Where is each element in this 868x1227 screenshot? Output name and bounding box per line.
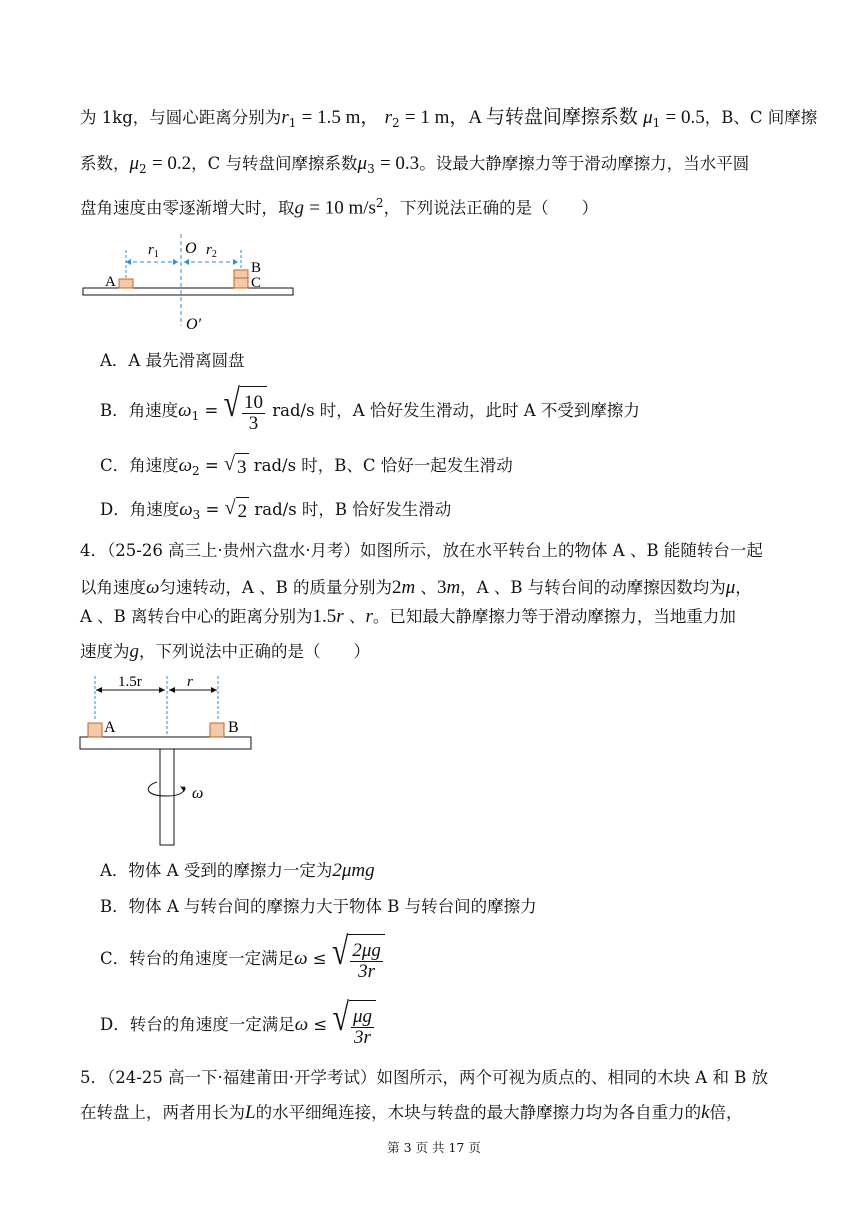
q4-text: 速度为 [80,642,130,661]
sqrt-expression: √ 2 [224,497,248,522]
option-text: D．转台的角速度一定满足 [100,1015,295,1034]
arrow-head [126,259,131,265]
q3-option-d: D．角速度$\omega_3$ = √ 2 rad/s 时，B 恰好发生滑动 [100,497,452,522]
q4-line-2: 以角速度ω匀速转动，A 、B 的质量分别为2m 、3m，A 、B 与转台间的动摩擦因数均为μ， [80,577,752,598]
option-text: rad/s 时，A 恰好发生滑动，此时 A 不受到摩擦力 [272,401,640,420]
mu2-value: = 0.2 [151,153,192,174]
q3-text: ，C 与转盘间摩擦系数 [191,154,358,173]
r2-value: = 1 m，A 与转盘间摩擦系数 [404,107,638,128]
q4-text: 匀速转动，A 、B 的质量分别为 [159,578,392,597]
g-value: = 10 m/s [309,197,376,219]
option-text: D．角速度 [100,500,180,519]
option-text: rad/s 时，B 恰好发生滑动 [254,500,452,519]
arrow-head [159,687,165,693]
label-a: A [105,274,116,290]
page-footer: 第 3 页 共 17 页 [387,1140,481,1155]
friction-value: 2μmg [332,860,375,881]
q4-figure [76,670,261,848]
q4-option-d: D．转台的角速度一定满足ω ≤ √ $\frac{\mu g}{3r}$ [100,1000,376,1051]
sqrt-expression: √ $\frac{2\mu g}{3r}$ [332,934,385,985]
mu3-value: = 0.3 [379,153,420,174]
label-a: A [104,719,116,736]
mu1-value: = 0.5 [665,107,705,128]
label-r1: $r_1$ [148,242,159,260]
q3-text: 。设最大静摩擦力等于滑动摩擦力，当水平圆 [419,154,750,173]
block-b [234,270,248,278]
arrow-head [184,259,189,265]
q3-text: ，B、C 间摩擦 [704,108,818,127]
q3-line-3: 盘角速度由零逐渐增大时，取g = 10 $m/s^2$，下列说法正确的是（ ） [80,196,599,219]
q3-option-a: A．A 最先滑离圆盘 [100,351,245,370]
q3-text: 盘角速度由零逐渐增大时，取 [80,198,295,218]
label-right-dist: r [187,674,193,690]
label-r2: $r_2$ [206,242,217,260]
q4-line-4: 速度为g，下列说法中正确的是（ ） [80,641,370,662]
q3-line-2: 系数，$\mu_2 = 0.2$，C 与转盘间摩擦系数$\mu_3 = 0.3$。设最大静摩擦力等于滑动摩擦力，当水平圆 [80,153,750,176]
sqrt-expression: √ $\frac{\mu g}{3r}$ [332,1000,376,1051]
q3-figure [78,228,308,338]
label-b: B [251,260,262,276]
q4-text: A 、B 离转台中心的距离分别为 [80,607,313,626]
arrow-head [233,259,238,265]
option-text: B．角速度 [100,401,179,420]
label-b: B [228,719,239,736]
sqrt-value: 3 [235,453,249,480]
turntable-platform [80,737,251,749]
label-left-dist: 1.5r [118,674,142,690]
label-c: C [251,275,262,291]
frac-top: μg [352,1006,372,1027]
q5-text: 的水平细绳连接，木块与转盘的最大静摩擦力均为各自重力的 [255,1103,702,1122]
r1-value: = 1.5 m， [301,107,380,128]
label-omega: ω [192,785,204,802]
q4-text: ，下列说法中正确的是（ ） [139,642,370,661]
q5-text: 倍， [709,1103,743,1122]
block-a [88,723,102,737]
arrow-head [211,687,217,693]
q4-text: ，A 、B 与转台间的动摩擦因数均为 [460,578,726,597]
q4-text: 。已知最大静摩擦力等于滑动摩擦力，当地重力加 [372,607,736,626]
sqrt-expression: √ 3 [224,453,247,478]
label-o: O [185,240,197,257]
sqrt-value: 2 [236,497,250,524]
q3-line-1: 为 1kg，与圆心距离分别为$r_1 = 1.5$ m， $r_2 = 1$ m，A 与转盘间摩擦系数 $\mu_1 = 0.5$，B、C 间摩擦 [80,107,818,130]
label-o-prime: O′ [186,316,202,333]
frac-top: 10 [244,392,263,413]
q4-option-c: C．转台的角速度一定满足ω ≤ √ $\frac{2\mu g}{3r}$ [100,934,385,985]
option-text: C．转台的角速度一定满足 [100,949,295,968]
block-a [119,279,133,288]
q3-text: ，下列说法正确的是（ ） [383,198,599,218]
q4-text: 以角速度 [80,578,146,597]
q3-option-c: C．角速度$\omega_2$ = √ 3 rad/s 时，B、C 恰好一起发生滑动 [100,453,513,478]
frac-top: 2μg [352,940,381,961]
sqrt-expression: √ $\frac{10}{3}$ [224,386,267,437]
arrow-head [96,687,102,693]
q3-text: 系数， [80,154,130,173]
arrow-head [169,687,175,693]
frac-bottom: 3r [358,961,376,982]
q4-option-a [100,859,375,883]
q5-line-1: 5．（24-25 高一下·福建莆田·开学考试）如图所示，两个可视为质点的、相同的木块 A 和 B 放 [80,1068,769,1087]
option-text: rad/s 时，B、C 恰好一起发生滑动 [253,456,513,475]
option-text: C．角速度 [100,456,179,475]
q5-text: 在转盘上，两者用长为 [80,1103,245,1122]
block-c [234,278,248,288]
q4-line-3: A 、B 离转台中心的距离分别为1.5r 、r。已知最大静摩擦力等于滑动摩擦力，当地重力加 [80,606,736,627]
block-b [210,723,224,737]
turntable-shaft [160,749,174,845]
q4-line-1: 4．（25-26 高三上·贵州六盘水·月考）如图所示，放在水平转台上的物体 A 、B 能随转台一起 [80,541,763,560]
arrow-head [173,259,178,265]
frac-bottom: 3 [248,413,259,434]
q3-option-b: B．角速度$\omega_1$ = √ $\frac{10}{3}$ rad/s 时，A 恰好发生滑动，此时 A 不受到摩擦力 [100,386,640,440]
option-text: A．物体 A 受到的摩擦力一定为 [100,861,333,880]
q3-text: 为 1kg，与圆心距离分别为 [80,108,282,127]
q5-line-2: 在转盘上，两者用长为L的水平细绳连接，木块与转盘的最大静摩擦力均为各自重力的k倍， [80,1102,743,1123]
q4-option-b: B．物体 A 与转台间的摩擦力大于物体 B 与转台间的摩擦力 [100,897,537,916]
frac-bottom: 3r [354,1027,371,1048]
